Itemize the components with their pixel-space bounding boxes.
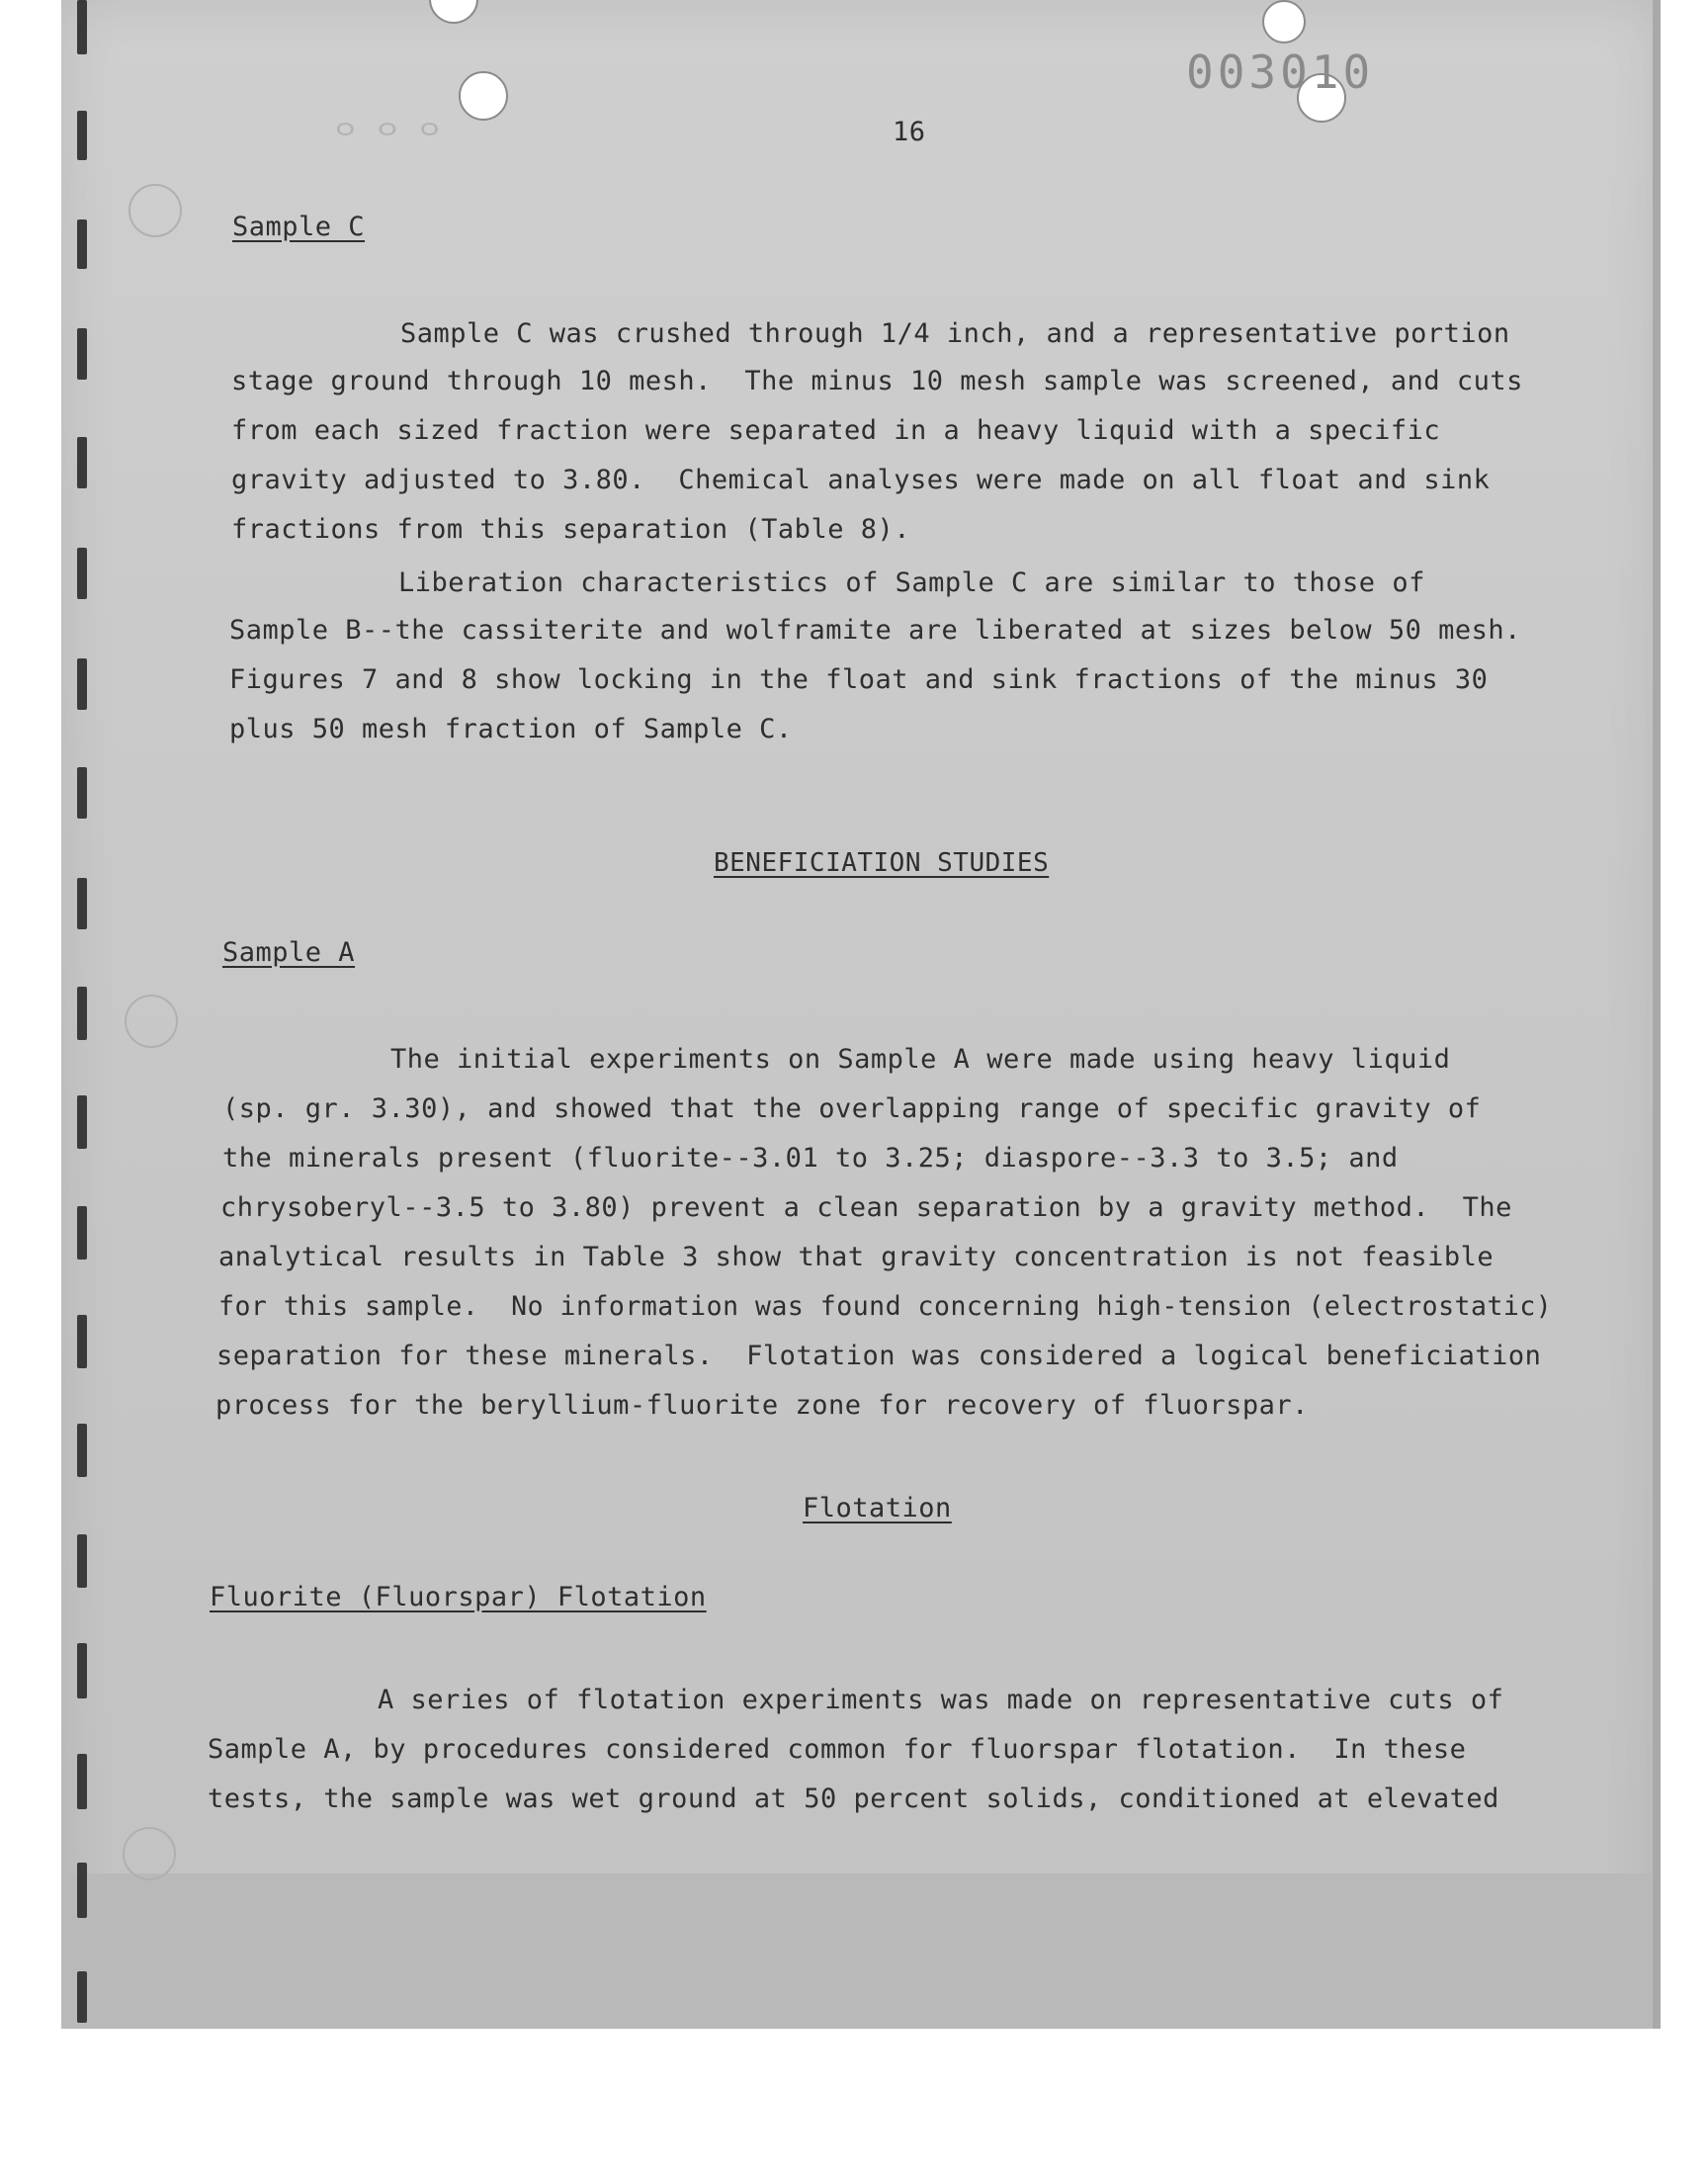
faint-hole-imprint bbox=[128, 184, 182, 237]
paper-edge bbox=[1653, 0, 1661, 2029]
faint-hole-imprint bbox=[123, 1827, 176, 1880]
binder-mark bbox=[77, 1754, 87, 1809]
flotation-line: Sample A, by procedures considered common for fluorspar flotation. In these bbox=[208, 1734, 1467, 1765]
ghost-stamp-mirror: ᄋᄋᄋ bbox=[326, 120, 453, 165]
sample-c-p2-line: Figures 7 and 8 show locking in the float and sink fractions of the minus 30 bbox=[229, 664, 1489, 695]
document-number-stamp: 003010 bbox=[1186, 45, 1375, 99]
sample-c-p1-line: Sample C was crushed through 1/4 inch, and a representative portion bbox=[400, 318, 1510, 349]
binder-mark bbox=[77, 111, 87, 160]
binder-mark bbox=[77, 1424, 87, 1477]
flotation-line: tests, the sample was wet ground at 50 percent solids, conditioned at elevated bbox=[208, 1784, 1499, 1814]
sample-c-p1-line: gravity adjusted to 3.80. Chemical analyses were made on all float and sink bbox=[231, 465, 1491, 495]
sample-c-p1-line: from each sized fraction were separated in a heavy liquid with a specific bbox=[231, 415, 1441, 446]
heading-sample-c: Sample C bbox=[232, 212, 366, 242]
punch-hole bbox=[429, 0, 478, 24]
binder-mark bbox=[77, 1534, 87, 1588]
binder-mark bbox=[77, 0, 87, 54]
binder-mark bbox=[77, 767, 87, 819]
faint-hole-imprint bbox=[125, 995, 178, 1048]
sample-a-line: (sp. gr. 3.30), and showed that the overlapping range of specific gravity of bbox=[222, 1093, 1482, 1124]
binder-mark bbox=[77, 658, 87, 710]
heading-fluorite-flotation: Fluorite (Fluorspar) Flotation bbox=[210, 1582, 707, 1612]
sample-a-line: the minerals present (fluorite--3.01 to 3.25; diaspore--3.3 to 3.5; and bbox=[222, 1143, 1399, 1174]
sample-a-line: for this sample. No information was found concerning high-tension (electrostatic) bbox=[218, 1291, 1553, 1322]
binder-mark bbox=[77, 1971, 87, 2023]
flotation-line: A series of flotation experiments was made on representative cuts of bbox=[378, 1685, 1504, 1715]
punch-hole bbox=[459, 71, 508, 121]
sample-c-p1-line: stage ground through 10 mesh. The minus 10 mesh sample was screened, and cuts bbox=[231, 366, 1523, 396]
sample-c-p2-line: Sample B--the cassiterite and wolframite are liberated at sizes below 50 mesh. bbox=[229, 615, 1521, 646]
page-number: 16 bbox=[893, 117, 926, 147]
binder-mark bbox=[77, 878, 87, 929]
binder-mark bbox=[77, 548, 87, 599]
sample-a-line: process for the beryllium-fluorite zone for recovery of fluorspar. bbox=[215, 1390, 1309, 1421]
heading-beneficiation-studies: BENEFICIATION STUDIES bbox=[714, 848, 1050, 878]
binder-mark bbox=[77, 1863, 87, 1918]
scan-shadow-band bbox=[61, 1873, 1661, 2029]
binder-mark bbox=[77, 987, 87, 1040]
sample-c-p2-line: Liberation characteristics of Sample C are similar to those of bbox=[398, 567, 1425, 598]
heading-flotation: Flotation bbox=[803, 1493, 952, 1523]
binder-mark bbox=[77, 1095, 87, 1149]
sample-c-p1-line: fractions from this separation (Table 8). bbox=[231, 514, 910, 545]
binder-mark bbox=[77, 219, 87, 269]
binder-mark bbox=[77, 1206, 87, 1260]
sample-a-line: chrysoberyl--3.5 to 3.80) prevent a clean separation by a gravity method. The bbox=[220, 1192, 1512, 1223]
paper-sheet bbox=[61, 0, 1661, 2029]
binder-mark bbox=[77, 1643, 87, 1698]
binder-mark bbox=[77, 1315, 87, 1368]
binder-mark bbox=[77, 437, 87, 488]
sample-a-line: separation for these minerals. Flotation was considered a logical beneficiation bbox=[216, 1341, 1542, 1371]
binder-mark bbox=[77, 328, 87, 380]
sample-a-line: analytical results in Table 3 show that gravity concentration is not feasible bbox=[218, 1242, 1494, 1272]
punch-hole bbox=[1262, 0, 1306, 44]
heading-sample-a: Sample A bbox=[222, 937, 356, 968]
sample-c-p2-line: plus 50 mesh fraction of Sample C. bbox=[229, 714, 793, 744]
sample-a-line: The initial experiments on Sample A were made using heavy liquid bbox=[390, 1044, 1451, 1075]
